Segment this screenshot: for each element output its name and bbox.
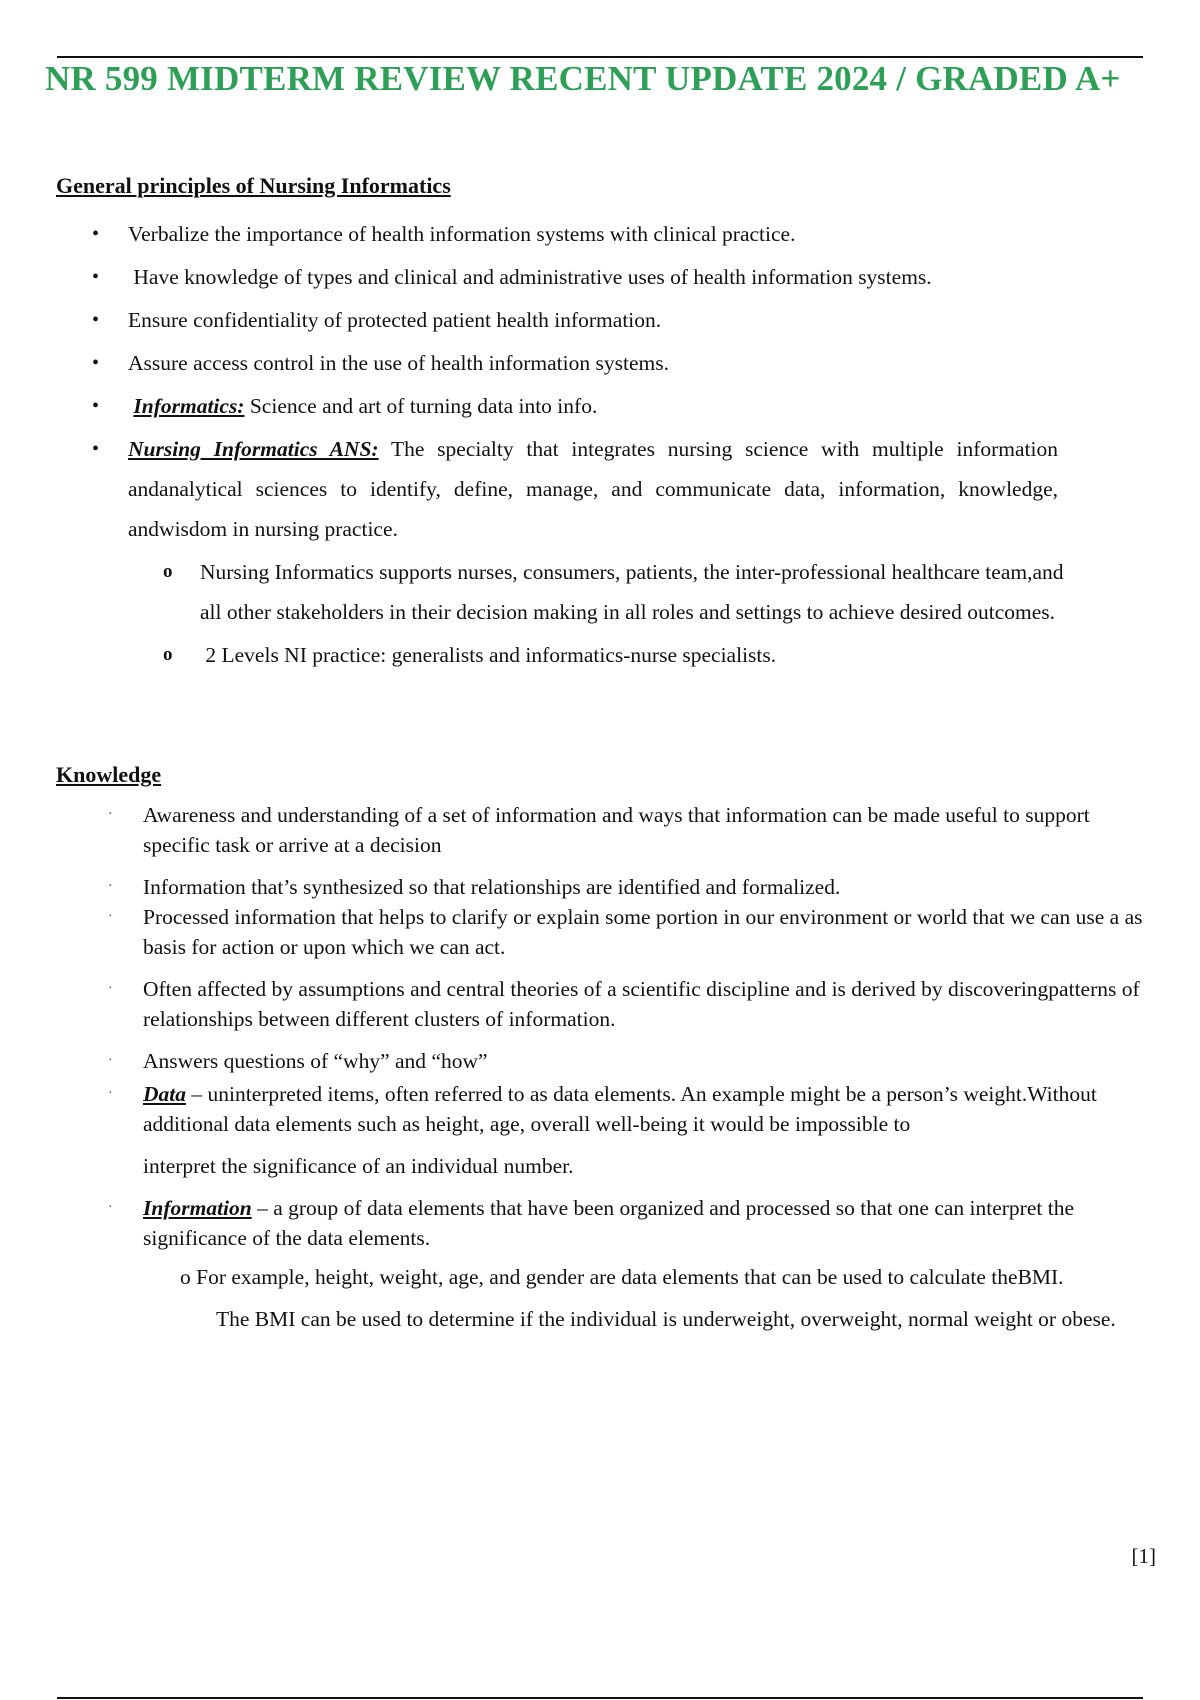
sub-list-item [0,635,1090,675]
list-item-text: Have knowledge of types and clinical and administrative uses of health information systems. [128,265,932,289]
list-item-information [0,1193,1143,1253]
definition-information: – a group of data elements that have been organized and processed so that one can interpret the significance of the data elements. [143,1196,1074,1250]
list-item [0,902,1143,962]
term-information: Information [143,1196,252,1220]
dot-bullet-icon: · [108,1053,113,1068]
list-item-text: Awareness and understanding of a set of information and ways that information can be made useful to support specific task or arrive at a decision [143,803,1090,857]
sub-list-item [0,552,1090,632]
dot-bullet-icon: · [108,807,113,822]
bottom-rule [57,1697,1143,1699]
principles-list [0,214,1200,678]
dot-bullet-icon: · [108,879,113,894]
list-item [0,343,1058,383]
list-item [0,214,1058,254]
bullet-icon: • [92,395,100,417]
sub-list-item-text: 2 Levels NI practice: generalists and informatics-nurse specialists. [200,643,777,667]
term-nursing-informatics: Nursing Informatics ANS: [128,437,379,461]
document-title: NR 599 MIDTERM REVIEW RECENT UPDATE 2024 / GRADED A+ [45,59,1121,98]
page-number: [1] [1131,1544,1156,1568]
bullet-icon: • [92,309,100,331]
sub-list-item-text: Nursing Informatics supports nurses, consumers, patients, the inter-professional healthcare team,and all other stakeholders in their decision making in all roles and settings to achieve desired outcomes. [200,560,1064,624]
list-item-text: Answers questions of “why” and “how” [143,1049,488,1073]
list-item [0,800,1143,860]
list-item-data [0,1079,1143,1139]
example-line: o For example, height, weight, age, and gender are data elements that can be used to calculate theBMI. [180,1265,1064,1289]
list-item [0,1046,1143,1076]
bullet-icon: • [92,352,100,374]
list-item-text: Assure access control in the use of health information systems. [128,351,669,375]
section-heading-general-principles: General principles of Nursing Informatics [56,173,451,198]
definition-nursing-informatics: The specialty that integrates nursing science with multiple information andanalytical sciences to identify, define, manage, and communicate data, information, knowledge, andwisdom in nursing practice. [128,437,1059,541]
circle-bullet-icon: o [163,644,173,665]
term-data: Data [143,1082,186,1106]
example-continuation: The BMI can be used to determine if the individual is underweight, overweight, normal weight or obese. [216,1307,1116,1331]
list-item-text: Ensure confidentiality of protected patient health information. [128,308,662,332]
list-item-nursing-informatics [0,429,1058,549]
definition-data: – uninterpreted items, often referred to as data elements. An example might be a person’s weight.Without additional data elements such as height, age, overall well-being it would be impossible to [143,1082,1097,1136]
bullet-icon: • [92,223,100,245]
list-item [0,872,1143,902]
section-heading-knowledge: Knowledge [56,762,162,787]
list-item-text: Information that’s synthesized so that relationships are identified and formalized. [143,875,841,899]
list-item-text: Verbalize the importance of health information systems with clinical practice. [128,222,796,246]
circle-bullet-icon: o [163,561,173,582]
dot-bullet-icon: · [108,909,113,924]
dot-bullet-icon: · [108,1086,113,1101]
definition-data-continuation: interpret the significance of an individual number. [143,1154,574,1178]
list-item [0,974,1143,1034]
definition-informatics: Science and art of turning data into info. [244,394,598,418]
term-informatics: Informatics: [133,394,245,418]
dot-bullet-icon: · [108,981,113,996]
list-item [0,300,1058,340]
list-item [0,257,1058,297]
bullet-icon: • [92,438,100,460]
dot-bullet-icon: · [108,1200,113,1215]
knowledge-list [0,800,1200,1340]
bullet-icon: • [92,266,100,288]
list-item-text: Often affected by assumptions and central theories of a scientific discipline and is derived by discoveringpatterns of relationships between different clusters of information. [143,977,1140,1031]
list-item-informatics [0,386,1058,426]
list-item-text: Processed information that helps to clarify or explain some portion in our environment or world that we can use a as basis for action or upon which we can act. [143,905,1143,959]
